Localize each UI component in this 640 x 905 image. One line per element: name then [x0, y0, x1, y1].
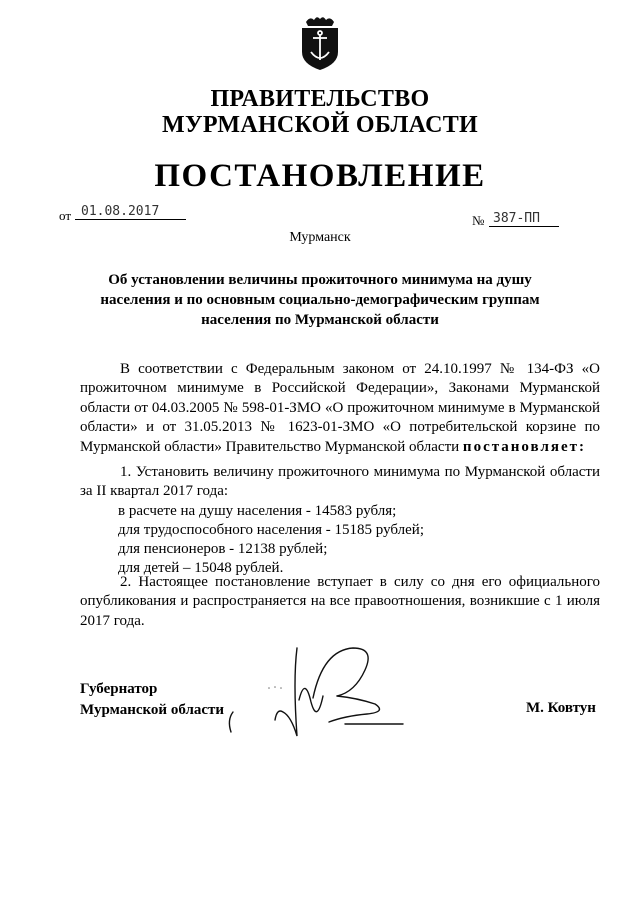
- document-date: 01.08.2017: [75, 204, 186, 220]
- government-name-line1: ПРАВИТЕЛЬСТВО: [210, 86, 430, 112]
- point-1: 1. Установить величину прожиточного минимума по Мурманской области за II квартал 2017 года:: [80, 464, 600, 500]
- list-item: для пенсионеров - 12138 рублей;: [118, 541, 328, 557]
- number-label: №: [472, 213, 485, 228]
- position-line1: Губернатор: [80, 681, 158, 697]
- signatory-position: [80, 679, 224, 721]
- city: Мурманск: [289, 230, 351, 245]
- document-subject: Об установлении величины прожиточного минимума на душу населения и по основным социально-демографическим группам населения по Мурманской области: [100, 272, 540, 328]
- list-item: в расчете на душу населения - 14583 рубля;: [118, 503, 397, 519]
- document-number: 387-ПП: [489, 211, 559, 227]
- intro-text: В соответствии с Федеральным законом от 24.10.1997 № 134-ФЗ «О прожиточном минимуме в Российской Федерации», Законами Мурманской области от 04.03.2005 № 598-01-ЗМО «О прожиточном минимуме в Мурманской области» и от 31.05.2013 № 1623-01-ЗМО «О потребительской корзине по Мурманской области» Правительство Мурманской области: [80, 361, 600, 455]
- date-label: от: [59, 208, 72, 223]
- handwritten-signature: [225, 640, 410, 740]
- position-line2: Мурманской области: [80, 702, 225, 718]
- government-name-line2: МУРМАНСКОЙ ОБЛАСТИ: [162, 112, 478, 138]
- document-type-title: ПОСТАНОВЛЕНИЕ: [154, 158, 486, 194]
- decree-word: постановляет:: [462, 438, 586, 455]
- signatory-name: М. Ковтун: [526, 700, 596, 716]
- point-2: 2. Настоящее постановление вступает в силу со дня его официального опубликования и распространяется на все правоотношения, возникшие с 1 июля 2017 года.: [80, 574, 600, 629]
- list-item: для трудоспособного населения - 15185 рублей;: [118, 522, 424, 538]
- list-item: для детей – 15048 рублей.: [118, 560, 284, 576]
- intro-paragraph: [80, 360, 600, 457]
- coat-of-arms-emblem: [296, 14, 344, 72]
